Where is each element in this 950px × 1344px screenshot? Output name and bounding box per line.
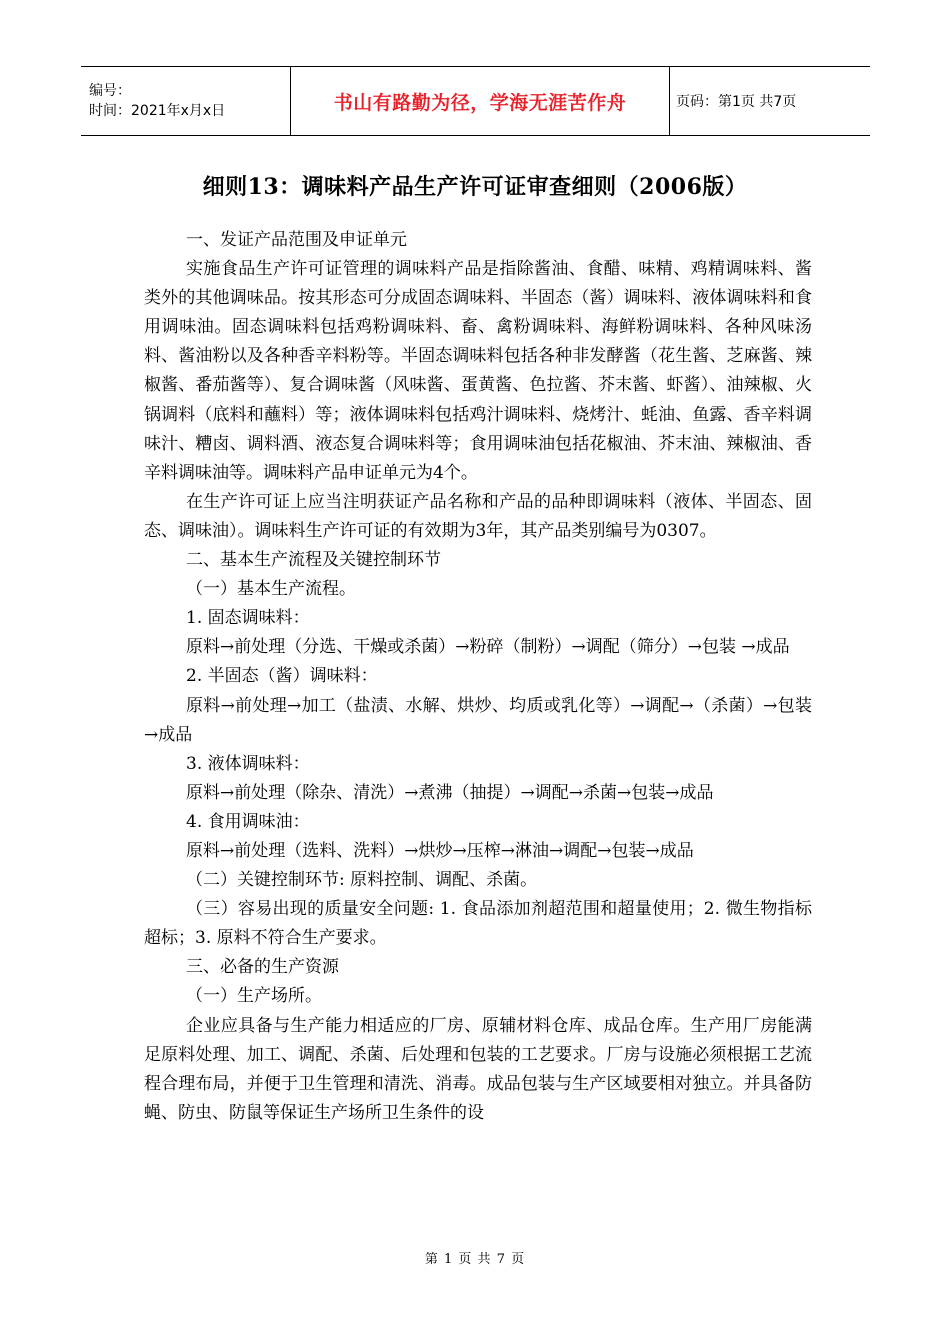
doc-date-label: 时间：2021年x月x日 [89,103,226,119]
doc-number-label: 编号： [89,83,131,99]
header-page-label: 页码：第1页 共7页 [670,67,871,136]
subsection-heading: （一）生产场所。 [186,986,322,1007]
section-heading: 一、发证产品范围及申证单元 [186,230,407,250]
header-motto: 书山有路勤为径，学海无涯苦作舟 [291,67,670,136]
document-title: 细则13：调味料产品生产许可证审查细则（2006版） [202,174,748,200]
header-meta-cell [81,67,291,136]
list-item-heading: 4. 食用调味油： [186,811,310,832]
page-footer: 第 1 页 共 7 页 [424,1252,526,1267]
process-flow: 原料→前处理（除杂、清洗）→煮沸（抽提）→调配→杀菌→包装→成品 [186,782,714,803]
body-paragraph: 在生产许可证上应当注明获证产品名称和产品的品种即调味料（液体、半固态、固态、调味油）。调味料生产许可证的有效期为3年，其产品类别编号为0307。 [144,491,812,541]
process-flow: 原料→前处理（选料、洗料）→烘炒→压榨→淋油→调配→包装→成品 [186,840,694,861]
list-item-heading: 3. 液体调味料： [186,753,310,774]
list-item-heading: 1. 固态调味料： [186,608,310,629]
header-table [81,66,870,136]
document-body [144,226,812,1128]
section-heading: 三、必备的生产资源 [186,957,339,978]
list-item-heading: 2. 半固态（酱）调味料： [186,666,378,687]
section-heading: 二、基本生产流程及关键控制环节 [186,550,441,571]
body-paragraph: 企业应具备与生产能力相适应的厂房、原辅材料仓库、成品仓库。生产用厂房能满足原料处理、加工、调配、杀菌、后处理和包装的工艺要求。厂房与设施必须根据工艺流程合理布局，并便于卫生管理和清洗、消毒。成品包装与生产区域要相对独立。并具备防蝇、防虫、防鼠等保证生产场所卫生条件的设 [144,1015,812,1123]
process-flow: 原料→前处理（分选、干燥或杀菌）→粉碎（制粉）→调配（筛分）→包装 →成品 [186,637,790,658]
subsection-heading: （三）容易出现的质量安全问题: 1. 食品添加剂超范围和超量使用；2. 微生物指标超标；3. 原料不符合生产要求。 [144,899,812,949]
subsection-heading: （二）关键控制环节: 原料控制、调配、杀菌。 [186,870,538,891]
process-flow: 原料→前处理→加工（盐渍、水解、烘炒、均质或乳化等）→调配→（杀菌）→包装 →成品 [144,695,812,745]
subsection-heading: （一）基本生产流程。 [186,579,356,600]
body-paragraph: 实施食品生产许可证管理的调味料产品是指除酱油、食醋、味精、鸡精调味料、酱类外的其他调味品。按其形态可分成固态调味料、半固态（酱）调味料、液体调味料和食用调味油。固态调味料包括鸡粉调味料、畜、禽粉调味料、海鲜粉调味料、各种风味汤料、酱油粉以及各种香辛料粉等。半固态调味料包括各种非发酵酱（花生酱、芝麻酱、辣椒酱、番茄酱等）、复合调味酱（风味酱、蛋黄酱、色拉酱、芥末酱、虾酱）、油辣椒、火锅调料（底料和蘸料）等；液体调味料包括鸡汁调味料、烧烤汁、蚝油、鱼露、香辛料调味汁、糟卤、调料酒、液态复合调味料等；食用调味油包括花椒油、芥末油、辣椒油、香辛料调味油等。调味料产品申证单元为4个。 [144,259,812,483]
